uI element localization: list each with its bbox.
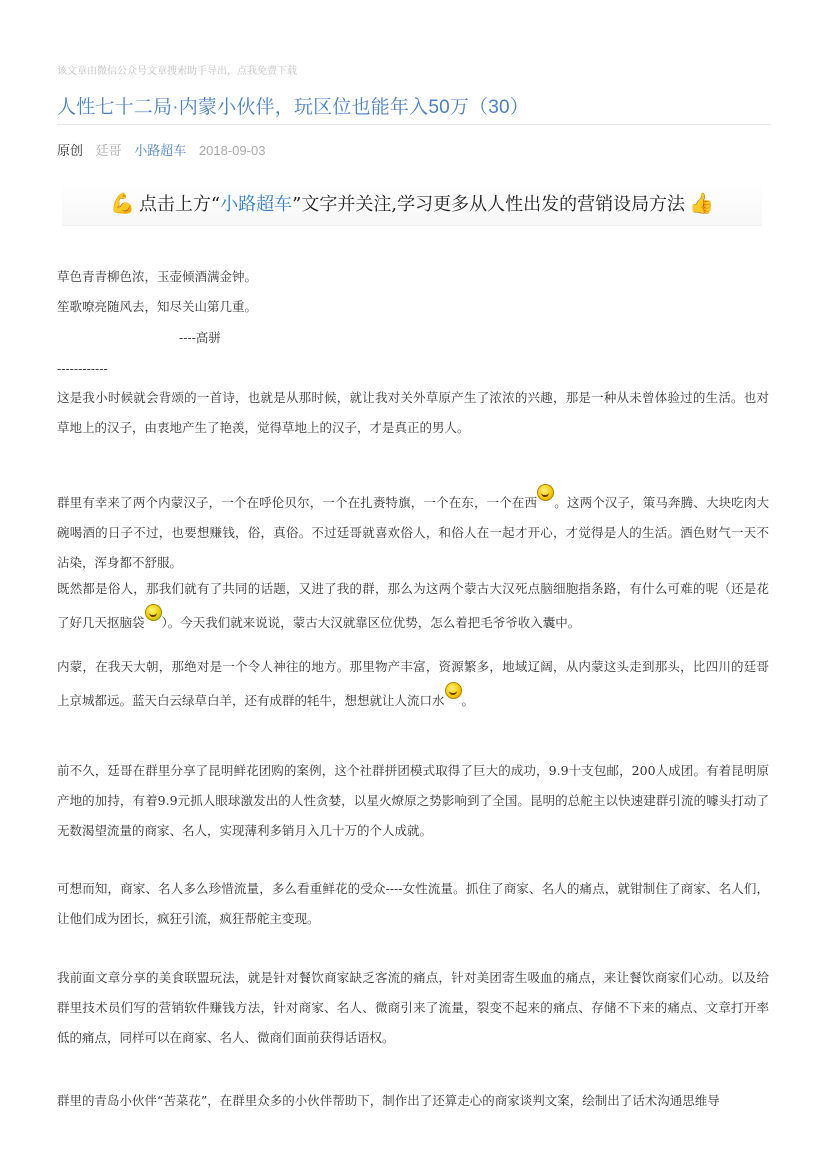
thumbs-up-icon: 👍 [689, 191, 714, 215]
sweat-face-icon [145, 604, 162, 621]
paragraph-2-part-b: 。这两个汉子，策马奔腾、大块吃肉大碗喝酒的日子不过，也要想赚钱，俗，真俗。不过廷哥就喜欢俗人，和俗人在一起才开心，才觉得是人的生活。酒色财气一天不沾染，浑身都不舒服。 [57, 495, 769, 570]
banner-account-name: 小路超车 [220, 194, 293, 215]
banner-text-after: ”文字并关注,学习更多从人性出发的营销设局方法 [292, 194, 686, 215]
drooling-face-icon [445, 682, 462, 699]
article-meta [57, 140, 274, 159]
paragraph-3-part-a: 既然都是俗人，那我们就有了共同的话题，又进了我的群，那么为这两个蒙古大汉死点脑细胞指条路，有什么可难的呢（还是花了好几天抠脑袋 [57, 581, 769, 630]
paragraph-7: 我前面文章分享的美食联盟玩法，就是针对餐饮商家缺乏客流的痛点，针对美团寄生吸血的痛点，来让餐饮商家们心动。以及给群里技术员们写的营销软件赚钱方法，针对商家、名人、微商引来了流量，裂变不起来的痛点、存储不下来的痛点、文章打开率低的痛点，同样可以在商家、名人、微商们面前获得话语权。 [57, 970, 769, 1045]
grinning-face-icon [537, 484, 554, 501]
article-title: 人性七十二局·内蒙小伙伴，玩区位也能年入50万（30） [57, 97, 529, 118]
paragraph-2 [57, 484, 769, 578]
paragraph-8: 群里的青岛小伙伴“苦菜花”，在群里众多的小伙伴帮助下，制作出了还算走心的商家谈判文案，绘制出了话术沟通思维导 [57, 1093, 720, 1108]
paragraph-3-part-b: ）。今天我们就来说说，蒙古大汉就靠区位优势，怎么着把毛爷爷收入囊中。 [161, 615, 581, 630]
paragraph-3 [57, 574, 769, 638]
follow-banner[interactable] [62, 181, 762, 226]
banner-text-before: 点击上方“ [138, 194, 221, 215]
paragraph-1: 这是我小时候就会背颂的一首诗，也就是从那时候，就让我对关外草原产生了浓浓的兴趣，那是一种从未曾体验过的生活。也对草地上的汉子，由衷地产生了艳羡，觉得草地上的汉子，才是真正的男人。 [57, 390, 769, 435]
poem-line-1: 草色青青柳色浓，玉壶倾酒满金钟。 [57, 269, 258, 284]
paragraph-2-part-a: 群里有幸来了两个内蒙汉子，一个在呼伦贝尔，一个在扎赉特旗，一个在东，一个在西 [57, 495, 538, 510]
poem-attribution: ----高骈 [179, 330, 221, 345]
author-name: 廷哥 [95, 143, 122, 158]
title-divider [57, 124, 771, 125]
export-notice-link[interactable]: 该文章由微信公众号文章搜索助手导出，点我免费下载 [57, 66, 297, 77]
paragraph-5: 前不久，廷哥在群里分享了昆明鲜花团购的案例，这个社群拼团模式取得了巨大的成功，9.9十支包邮，200人成团。有着昆明原产地的加持，有着9.9元抓人眼球激发出的人性贪婪，以星火燎原之势影响到了全国。昆明的总舵主以快速建群引流的噱头打动了无数渴望流量的商家、名人，实现薄利多销月入几十万的个人成就。 [57, 763, 769, 838]
paragraph-4 [57, 652, 769, 716]
publish-date: 2018-09-03 [198, 143, 266, 158]
poem-divider: ------------ [57, 361, 108, 376]
account-link[interactable]: 小路超车 [134, 143, 187, 158]
poem-line-2: 笙歌嘹亮随风去，知尽关山第几重。 [57, 299, 258, 314]
paragraph-6: 可想而知，商家、名人多么珍惜流量，多么看重鲜花的受众----女性流量。抓住了商家、名人的痛点，就钳制住了商家、名人们，让他们成为团长，疯狂引流，疯狂帮舵主变现。 [57, 881, 769, 926]
original-tag: 原创 [57, 143, 84, 158]
paragraph-4-part-a: 内蒙，在我天大朝，那绝对是一个令人神往的地方。那里物产丰富，资源繁多，地域辽阔，从内蒙这头走到那头，比四川的廷哥上京城都远。蓝天白云绿草白羊，还有成群的牦牛，想想就让人流口水 [57, 659, 769, 708]
flexed-arm-icon: 💪 [110, 191, 135, 215]
paragraph-4-part-b: 。 [461, 693, 475, 708]
